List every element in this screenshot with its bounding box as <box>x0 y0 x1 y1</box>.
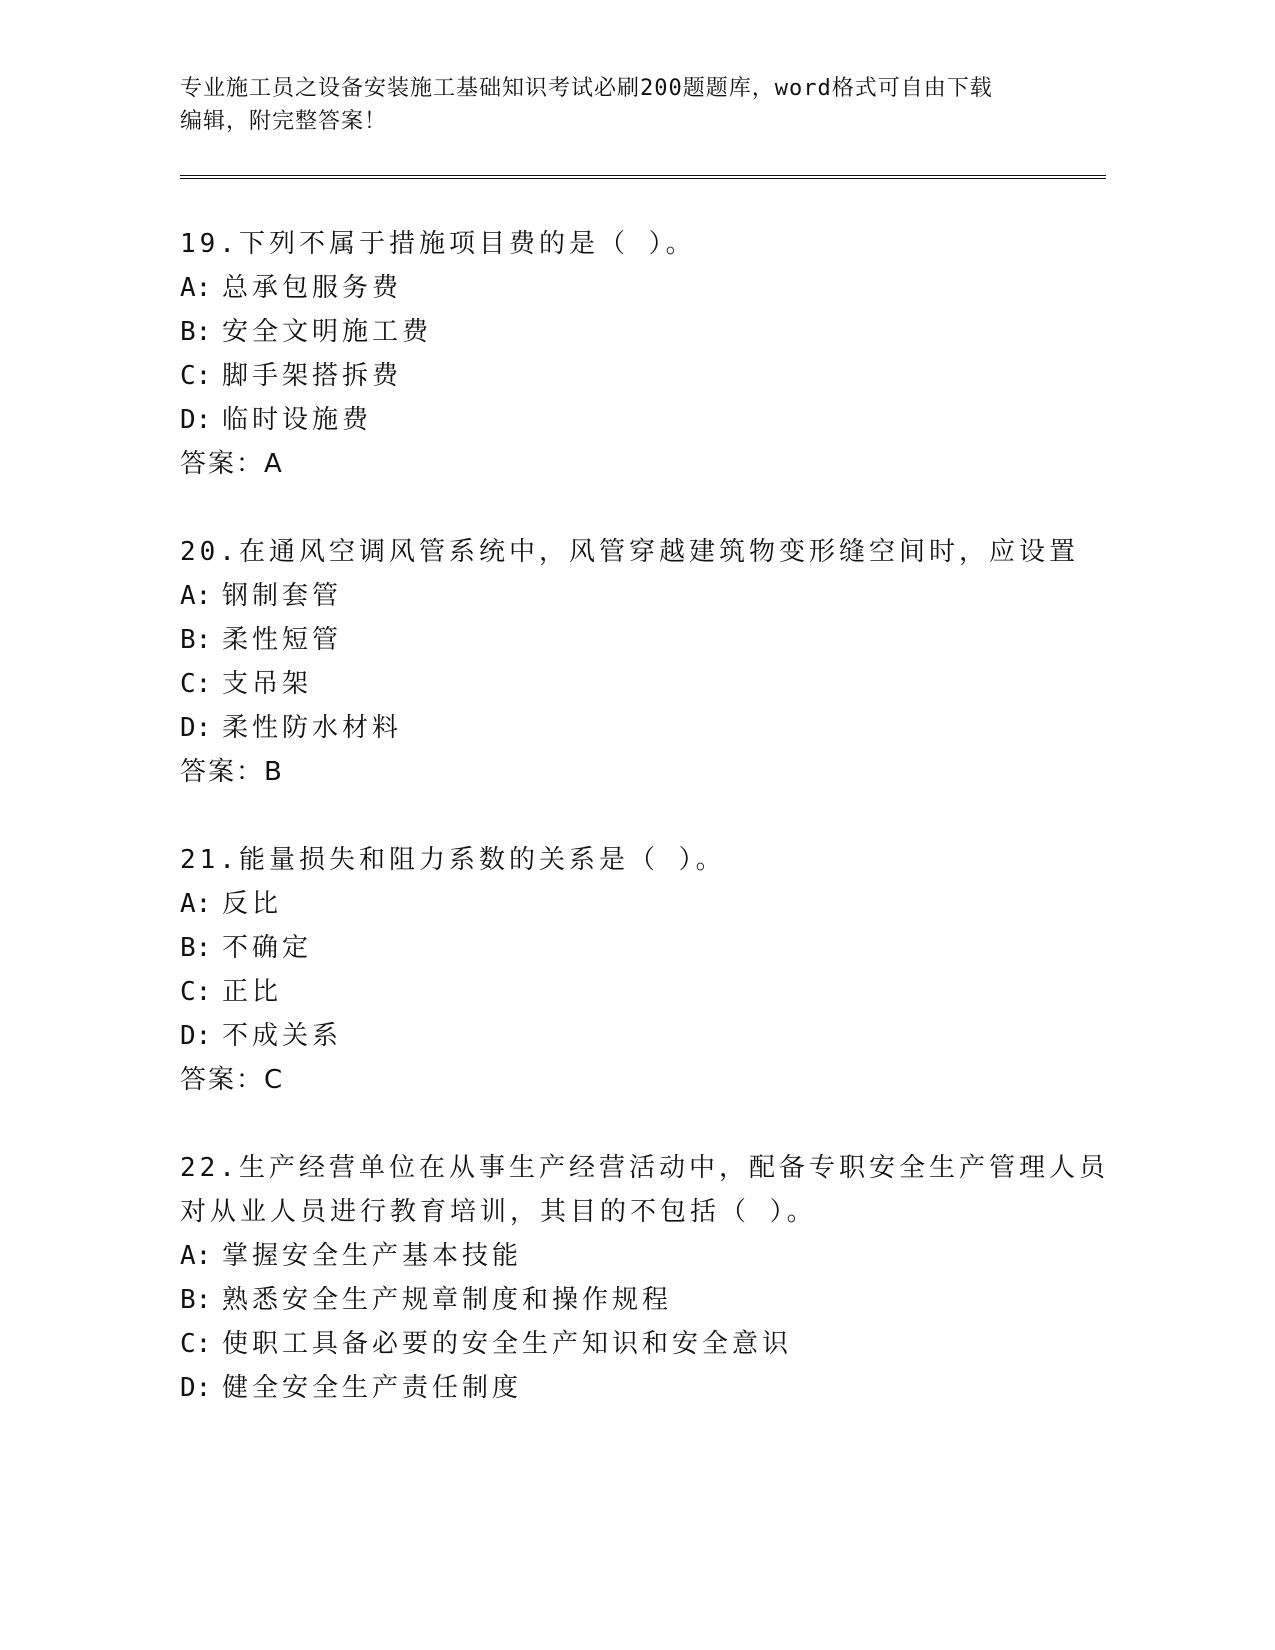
question-list <box>180 222 1109 1454</box>
answer-line <box>180 750 1080 794</box>
question-stem <box>180 838 1080 882</box>
option-b <box>180 310 1080 354</box>
question-text: 能量损失和阻力系数的关系是（ ）。 <box>238 845 726 875</box>
question-21 <box>180 838 1080 1102</box>
question-stem <box>180 530 1080 574</box>
header-divider <box>180 175 1106 179</box>
option-letter: C: <box>180 361 212 391</box>
answer-value: C <box>264 1065 285 1095</box>
question-22 <box>180 1146 1109 1410</box>
answer-label: 答案： <box>180 449 265 479</box>
header-line-1: 专业施工员之设备安装施工基础知识考试必刷200题题库，word格式可自由下载 <box>180 76 993 101</box>
option-text: 柔性防水材料 <box>222 713 403 743</box>
document-header <box>180 72 1040 138</box>
option-b <box>180 618 1080 662</box>
question-text: 生产经营单位在从事生产经营活动中，配备专职安全生产管理人员 <box>238 1153 1109 1183</box>
option-text: 熟悉安全生产规章制度和操作规程 <box>222 1285 673 1315</box>
option-text: 临时设施费 <box>222 405 373 435</box>
option-b <box>180 926 1080 970</box>
question-stem <box>180 1146 1109 1190</box>
option-text: 健全安全生产责任制度 <box>222 1373 523 1403</box>
option-text: 总承包服务费 <box>222 273 403 303</box>
option-letter: D: <box>180 1021 212 1051</box>
option-text: 正比 <box>222 977 283 1007</box>
option-letter: D: <box>180 713 212 743</box>
option-letter: C: <box>180 669 212 699</box>
option-letter: B: <box>180 933 212 963</box>
option-text: 安全文明施工费 <box>222 317 433 347</box>
option-a <box>180 882 1080 926</box>
option-text: 脚手架搭拆费 <box>222 361 403 391</box>
answer-line <box>180 442 1080 486</box>
option-c <box>180 662 1080 706</box>
option-letter: D: <box>180 1373 212 1403</box>
option-a <box>180 574 1080 618</box>
question-text: 在通风空调风管系统中，风管穿越建筑物变形缝空间时，应设置 <box>238 537 1079 567</box>
question-number: 20. <box>180 537 239 567</box>
question-19 <box>180 222 1080 486</box>
question-stem <box>180 222 1080 266</box>
option-text: 掌握安全生产基本技能 <box>222 1241 523 1271</box>
answer-label: 答案： <box>180 757 265 787</box>
option-c <box>180 354 1080 398</box>
option-letter: C: <box>180 1329 212 1359</box>
option-text: 柔性短管 <box>222 625 343 655</box>
option-letter: A: <box>180 1241 212 1271</box>
option-letter: A: <box>180 581 212 611</box>
option-text: 不成关系 <box>222 1021 343 1051</box>
option-letter: C: <box>180 977 212 1007</box>
header-line-2: 编辑，附完整答案！ <box>180 109 388 134</box>
option-letter: B: <box>180 1285 212 1315</box>
option-c <box>180 1322 1080 1366</box>
question-number: 22. <box>180 1153 239 1183</box>
option-letter: A: <box>180 273 212 303</box>
option-d <box>180 1014 1080 1058</box>
option-letter: B: <box>180 625 212 655</box>
answer-value: B <box>264 757 284 787</box>
answer-label: 答案： <box>180 1065 265 1095</box>
option-letter: D: <box>180 405 212 435</box>
option-text: 反比 <box>222 889 283 919</box>
option-letter: A: <box>180 889 212 919</box>
option-letter: B: <box>180 317 212 347</box>
question-text: 下列不属于措施项目费的是（ ）。 <box>238 229 696 259</box>
option-d <box>180 706 1080 750</box>
option-a <box>180 1234 1080 1278</box>
answer-line <box>180 1058 1080 1102</box>
option-a <box>180 266 1080 310</box>
option-text: 钢制套管 <box>222 581 343 611</box>
answer-value: A <box>264 449 284 479</box>
option-d <box>180 1366 1080 1410</box>
question-number: 19. <box>180 229 239 259</box>
option-text: 支吊架 <box>222 669 313 699</box>
option-c <box>180 970 1080 1014</box>
option-text: 不确定 <box>222 933 313 963</box>
question-stem-continued: 对从业人员进行教育培训，其目的不包括（ ）。 <box>180 1197 817 1227</box>
option-d <box>180 398 1080 442</box>
option-text: 使职工具备必要的安全生产知识和安全意识 <box>222 1329 793 1359</box>
question-number: 21. <box>180 845 239 875</box>
question-20 <box>180 530 1080 794</box>
option-b <box>180 1278 1080 1322</box>
